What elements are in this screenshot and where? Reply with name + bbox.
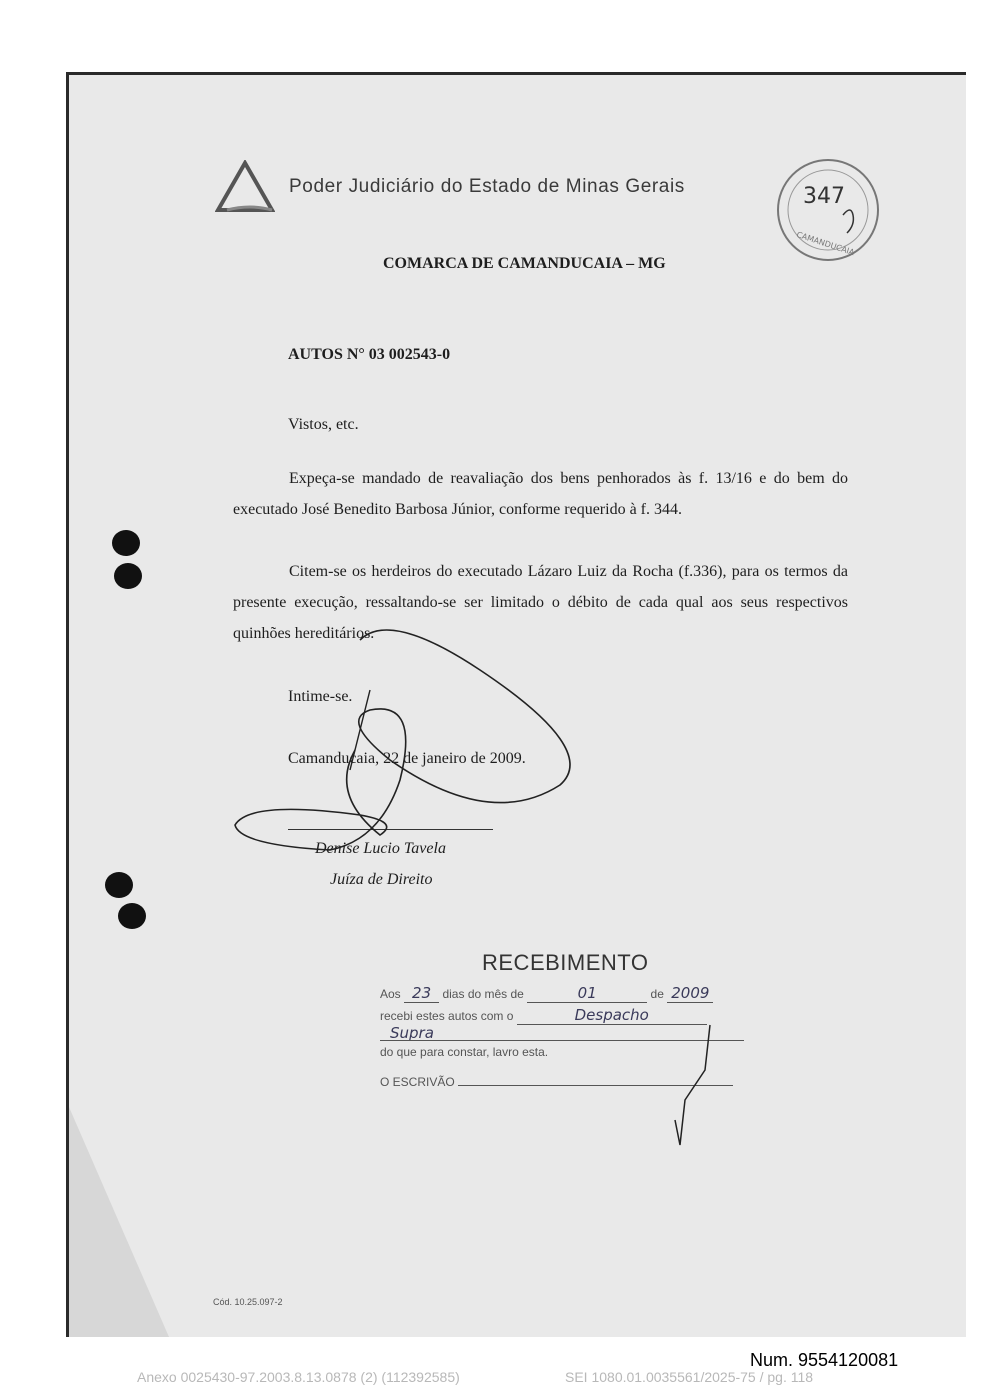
folded-corner — [69, 1107, 169, 1337]
escrivao-signature-line — [458, 1074, 733, 1086]
receb-autos-label: recebi estes autos com o — [380, 1009, 514, 1023]
recebimento-line-4 — [380, 1074, 733, 1089]
judge-title: Juíza de Direito — [330, 871, 433, 888]
date-line: Camanducaia, 22 de janeiro de 2009. — [288, 750, 526, 767]
seal-page-number: 347 — [803, 184, 845, 209]
receb-day: 23 — [404, 984, 439, 1003]
vistos-line: Vistos, etc. — [288, 416, 359, 433]
comarca-heading: COMARCA DE CAMANDUCAIA – MG — [383, 255, 666, 272]
page-stamp-seal — [773, 155, 883, 265]
recebimento-line-2 — [380, 1006, 707, 1025]
receb-constar-line: do que para constar, lavro esta. — [380, 1045, 549, 1059]
receb-year: 2009 — [667, 984, 713, 1003]
receb-blank-line — [380, 1040, 744, 1041]
judiciary-triangle-logo — [215, 160, 275, 214]
institution-title: Poder Judiciário do Estado de Minas Gerais — [289, 176, 685, 197]
document-number: Num. 9554120081 — [750, 1350, 899, 1370]
signature-line — [288, 829, 493, 830]
receb-dias-label: dias do mês de — [442, 987, 524, 1001]
judge-name: Denise Lucio Tavela — [315, 840, 446, 857]
order-paragraph-2: Citem-se os herdeiros do executado Lázaro Luiz da Rocha (f.336), para os termos da presente execução, ressaltando-se ser limitado o débito de cada qual aos seus respectivos quinhões hereditários. — [233, 563, 848, 642]
receb-with: Despacho — [517, 1006, 707, 1025]
receb-aos-label: Aos — [380, 987, 401, 1001]
intime-line: Intime-se. — [288, 688, 353, 705]
punch-hole — [105, 872, 133, 898]
form-code: Cód. 10.25.097-2 — [213, 1297, 283, 1307]
footer-sei: SEI 1080.01.0035561/2025-75 / pg. 118 — [565, 1369, 814, 1385]
punch-hole — [114, 563, 142, 589]
footer-annex: Anexo 0025430-97.2003.8.13.0878 (2) (112392585) — [137, 1369, 460, 1385]
punch-hole — [118, 903, 146, 929]
receb-escrivao-label: O ESCRIVÃO — [380, 1075, 455, 1089]
seal-stamp-text: CAMANDUCAIA — [795, 230, 856, 258]
recebimento-title: RECEBIMENTO — [482, 950, 649, 975]
receb-de-label: de — [650, 987, 664, 1001]
receb-month: 01 — [527, 984, 647, 1003]
case-number: AUTOS N° 03 002543-0 — [288, 346, 451, 363]
order-paragraph-1: Expeça-se mandado de reavaliação dos bens penhorados às f. 13/16 e do bem do executado José Benedito Barbosa Júnior, conforme requerido à f. 344. — [233, 470, 848, 518]
recebimento-line-1 — [380, 984, 713, 1003]
receb-supra: Supra — [390, 1024, 434, 1042]
punch-hole — [112, 530, 140, 556]
